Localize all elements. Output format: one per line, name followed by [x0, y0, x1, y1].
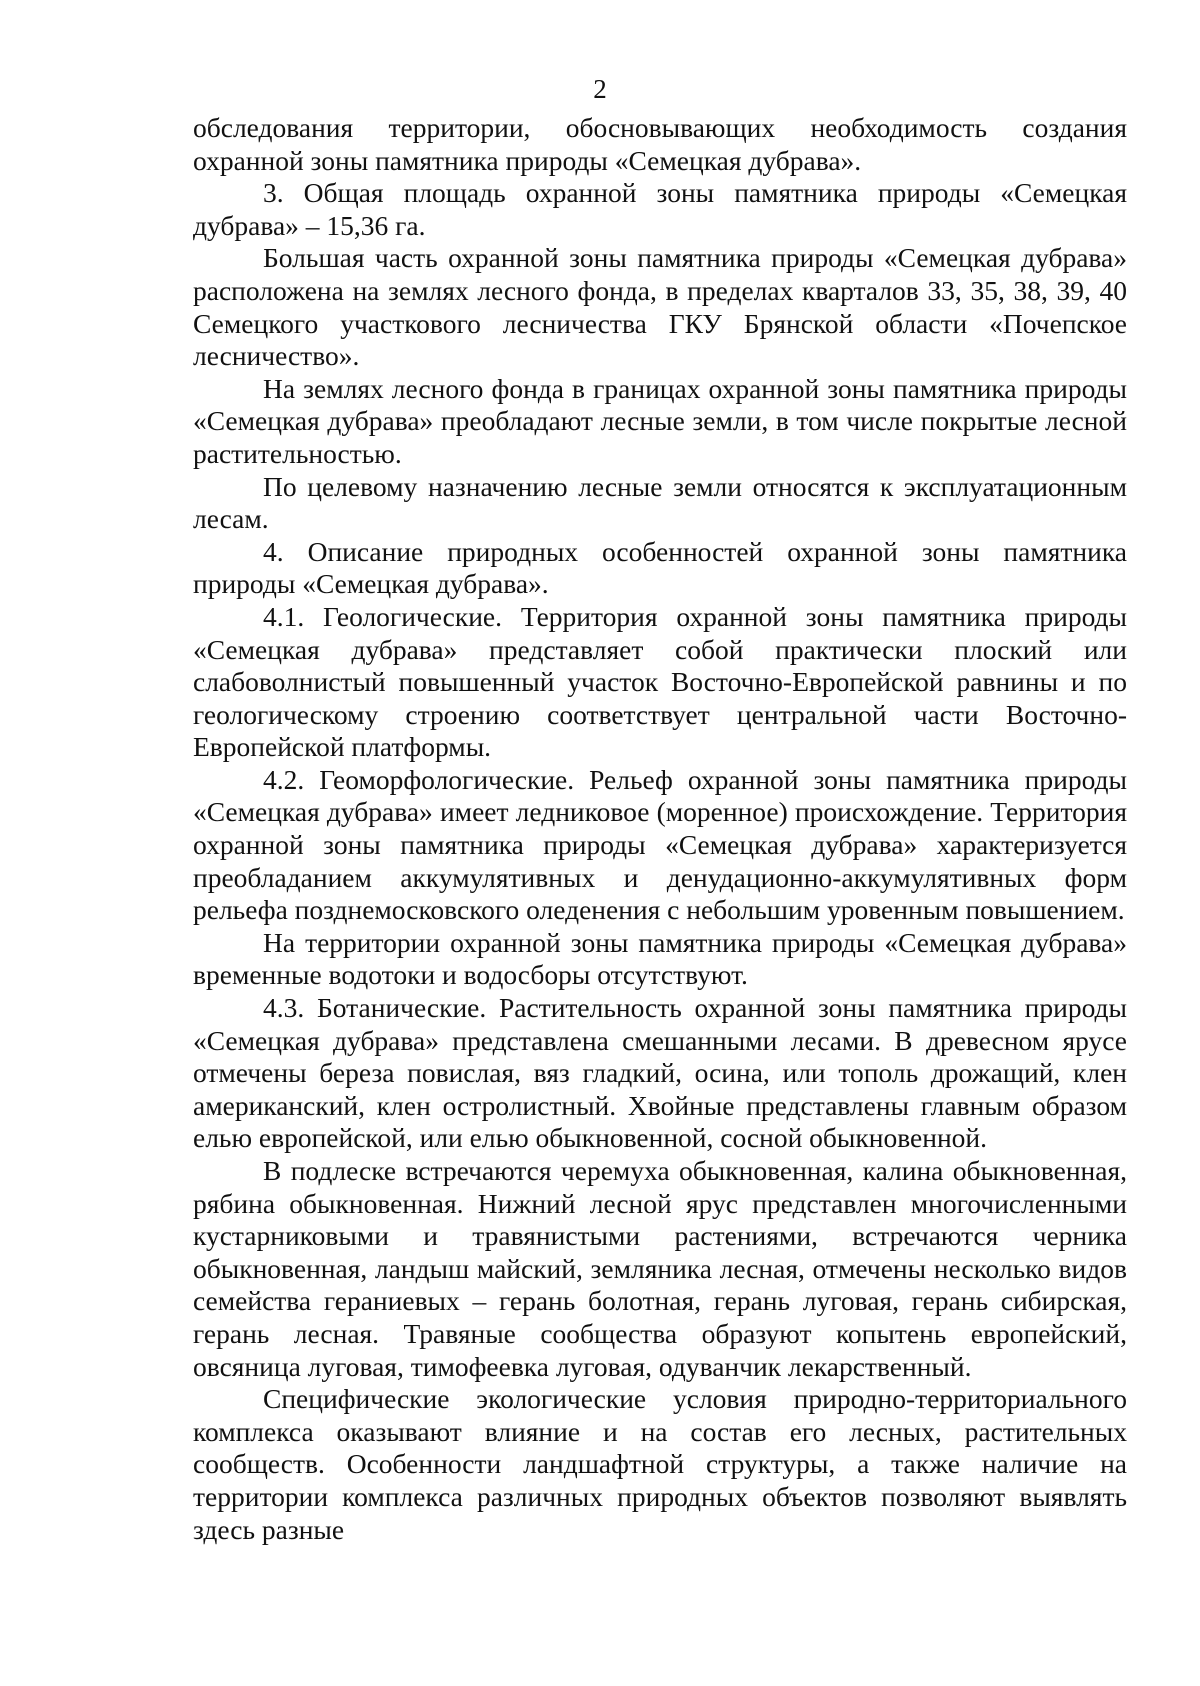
paragraph-geological: 4.1. Геологические. Территория охранной зоны памятника природы «Семецкая дубрава» представляет собой практически плоский или слабоволнистый повышенный участок Восточно-Европейской равнины и по геологическому строению соответствует центральной части Восточно-Европейской платформы. [193, 600, 1127, 763]
paragraph-geomorphological: 4.2. Геоморфологические. Рельеф охранной зоны памятника природы «Семецкая дубрава» имеет ледниковое (моренное) происхождение. Территория охранной зоны памятника природы «Семецкая дубрава» характеризуется преобладанием аккумулятивных и денудационно-аккумулятивных форм рельефа позднемосковского оледенения с небольшим уровенным повышением. [193, 763, 1127, 926]
paragraph-section-4-heading: 4. Описание природных особенностей охранной зоны памятника природы «Семецкая дубрава». [193, 535, 1127, 600]
paragraph-total-area: 3. Общая площадь охранной зоны памятника природы «Семецкая дубрава» – 15,36 га. [193, 177, 1127, 241]
document-body [193, 112, 1127, 1546]
paragraph-forest-lands: На землях лесного фонда в границах охранной зоны памятника природы «Семецкая дубрава» преобладают лесные земли, в том числе покрытые лесной растительностью. [193, 372, 1127, 469]
paragraph-forest-fund-location: Большая часть охранной зоны памятника природы «Семецкая дубрава» расположена на землях лесного фонда, в пределах кварталов 33, 35, 38, 39, 40 Семецкого участкового лесничества ГКУ Брянской области «Почепское лесничество». [193, 242, 1127, 372]
paragraph-watercourses: На территории охранной зоны памятника природы «Семецкая дубрава» временные водотоки и водосборы отсутствуют. [193, 926, 1127, 991]
paragraph-botanical: 4.3. Ботанические. Растительность охранной зоны памятника природы «Семецкая дубрава» представлена смешанными лесами. В древесном ярусе отмечены береза повислая, вяз гладкий, осина, или тополь дрожащий, клен американский, клен остролистный. Хвойные представлены главным образом елью европейской, или елью обыкновенной, сосной обыкновенной. [193, 992, 1127, 1154]
paragraph-undergrowth: В подлеске встречаются черемуха обыкновенная, калина обыкновенная, рябина обыкновенная. Нижний лесной ярус представлен многочисленными кустарниковыми и травянистыми растениями, встречаются черника обыкновенная, ландыш майский, земляника лесная, отмечены несколько видов семейства гераниевых – герань болотная, герань луговая, герань сибирская, герань лесная. Травяные сообщества образуют копытень европейский, овсяница луговая, тимофеевка луговая, одуванчик лекарственный. [193, 1155, 1127, 1382]
paragraph-ecological-conditions: Специфические экологические условия природно-территориального комплекса оказывают влияние и на состав его лесных, растительных сообществ. Особенности ландшафтной структуры, а также наличие на территории комплекса различных природных объектов позволяют выявлять здесь разные [193, 1383, 1127, 1545]
paragraph-survey-continuation: обследования территории, обосновывающих необходимость создания охранной зоны памятника природы «Семецкая дубрава». [193, 112, 1127, 176]
page-number: 2 [593, 74, 607, 104]
paragraph-purpose: По целевому назначению лесные земли относятся к эксплуатационным лесам. [193, 470, 1127, 535]
